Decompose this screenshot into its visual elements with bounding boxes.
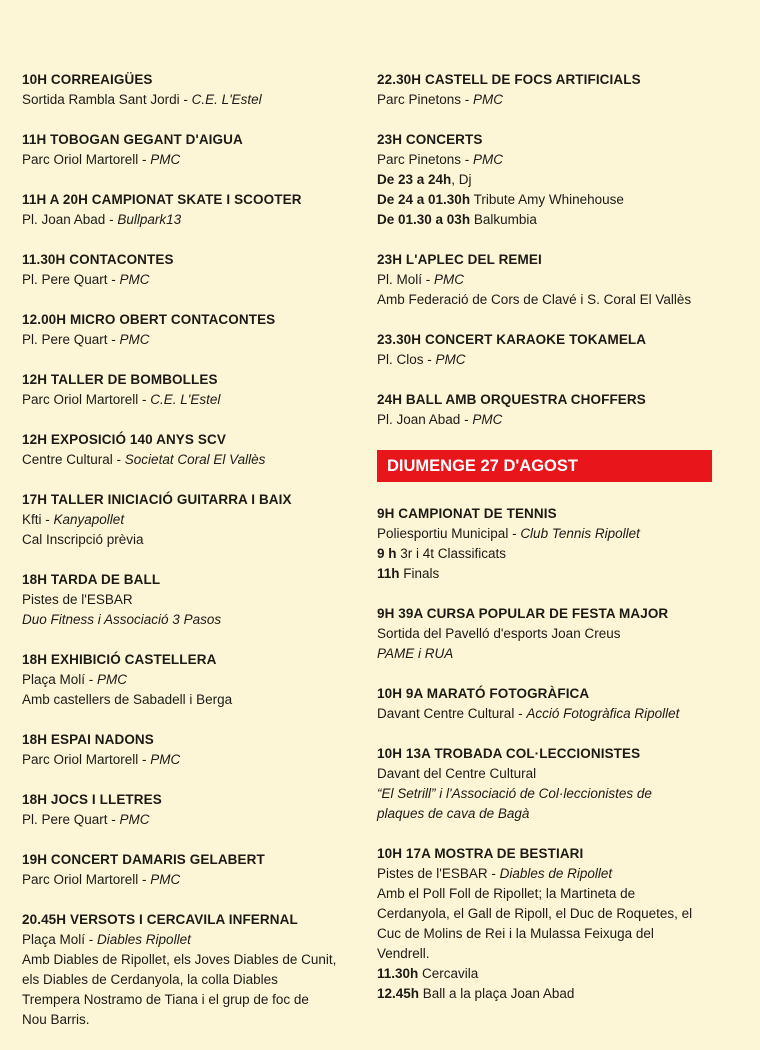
event-item (22, 130, 352, 170)
organizer-text: Club Tennis Ripollet (520, 526, 640, 541)
organizer-text: PMC (97, 672, 128, 687)
event-detail-line (377, 904, 722, 924)
event-detail-line (22, 670, 352, 690)
event-item (22, 250, 352, 290)
event-detail-line (377, 544, 722, 564)
detail-text: Nou Barris. (22, 1012, 90, 1027)
organizer-text: Diables Ripollet (97, 932, 191, 947)
event-detail-line (22, 810, 352, 830)
detail-text: Sortida Rambla Sant Jordi - (22, 92, 192, 107)
detail-text: Amb Diables de Ripollet, els Joves Diables de Cunit, (22, 952, 337, 967)
event-detail-line (22, 330, 352, 350)
time-label: 9 h (377, 546, 397, 561)
event-detail-line (22, 210, 352, 230)
time-label: De 24 a 01.30h (377, 192, 471, 207)
detail-text: Cuc de Molins de Rei i la Mulassa Feixuga del (377, 926, 654, 941)
event-detail-line (22, 610, 352, 630)
event-detail-line (377, 290, 722, 310)
detail-text: Amb Federació de Cors de Clavé i S. Coral El Vallès (377, 292, 692, 307)
organizer-text: Duo Fitness i Associació 3 Pasos (22, 612, 222, 627)
event-detail-line (22, 970, 352, 990)
event-item (22, 850, 352, 890)
event-title: 24H BALL AMB ORQUESTRA CHOFFERS (377, 392, 646, 407)
event-detail-line (377, 984, 722, 1004)
detail-text: Amb castellers de Sabadell i Berga (22, 692, 233, 707)
event-item (22, 790, 352, 830)
event-detail-line (22, 510, 352, 530)
event-detail-line (377, 410, 722, 430)
detail-text: Parc Pinetons - (377, 152, 474, 167)
day-banner: DIUMENGE 27 D'AGOST (377, 450, 712, 482)
detail-text: Amb el Poll Foll de Ripollet; la Martineta de (377, 886, 636, 901)
organizer-text: PMC (119, 272, 150, 287)
event-detail-line (377, 964, 722, 984)
event-title: 11H A 20H CAMPIONAT SKATE I SCOOTER (22, 192, 302, 207)
detail-text: Cal Inscripció prèvia (22, 532, 144, 547)
organizer-text: Societat Coral El Vallès (124, 452, 266, 467)
event-detail-line (377, 190, 722, 210)
event-detail-line (377, 210, 722, 230)
event-detail-line (377, 944, 722, 964)
organizer-text: PAME i RUA (377, 646, 454, 661)
detail-text: Pistes de l'ESBAR - (377, 866, 500, 881)
event-item (377, 744, 722, 824)
detail-text: Ball a la plaça Joan Abad (419, 986, 575, 1001)
right-column (377, 70, 722, 1024)
event-title: 9H 39A CURSA POPULAR DE FESTA MAJOR (377, 606, 669, 621)
event-item (22, 70, 352, 110)
organizer-text: PMC (150, 872, 181, 887)
detail-text: , Dj (451, 172, 472, 187)
detail-text: Davant del Centre Cultural (377, 766, 537, 781)
event-detail-line (22, 390, 352, 410)
event-title: 18H ESPAI NADONS (22, 732, 154, 747)
event-detail-line (377, 170, 722, 190)
detail-text: 3r i 4t Classificats (396, 546, 507, 561)
event-title: 11.30H CONTACONTES (22, 252, 174, 267)
detail-text: Plaça Molí - (22, 932, 98, 947)
event-detail-line (22, 930, 352, 950)
event-detail-line (377, 150, 722, 170)
event-title: 10H 9A MARATÓ FOTOGRÀFICA (377, 686, 590, 701)
event-title: 10H 13A TROBADA COL·LECCIONISTES (377, 746, 641, 761)
organizer-text: PMC (119, 812, 150, 827)
detail-text: Pl. Clos - (377, 352, 436, 367)
event-title: 9H CAMPIONAT DE TENNIS (377, 506, 557, 521)
detail-text: Pl. Joan Abad - (22, 212, 118, 227)
organizer-text: C.E. L'Estel (191, 92, 262, 107)
event-item (377, 330, 722, 370)
event-item (22, 570, 352, 630)
detail-text: Pl. Pere Quart - (22, 812, 120, 827)
event-title: 11H TOBOGAN GEGANT D'AIGUA (22, 132, 243, 147)
detail-text: Kfti - (22, 512, 54, 527)
event-item (22, 370, 352, 410)
event-title: 23H CONCERTS (377, 132, 483, 147)
event-item (22, 910, 352, 1030)
event-detail-line (377, 804, 722, 824)
event-detail-line (377, 270, 722, 290)
time-label: 11h (377, 566, 400, 581)
detail-text: Parc Oriol Martorell - (22, 152, 151, 167)
event-title: 19H CONCERT DAMARIS GELABERT (22, 852, 265, 867)
detail-text: Vendrell. (377, 946, 430, 961)
detail-text: Finals (399, 566, 440, 581)
event-detail-line (377, 90, 722, 110)
detail-text: Trempera Nostramo de Tiana i el grup de foc de (22, 992, 309, 1007)
detail-text: Poliesportiu Municipal - (377, 526, 521, 541)
detail-text: Balkumbia (470, 212, 537, 227)
event-detail-line (377, 924, 722, 944)
event-title: 18H JOCS I LLETRES (22, 792, 162, 807)
detail-text: Pistes de l'ESBAR (22, 592, 133, 607)
event-detail-line (377, 624, 722, 644)
event-detail-line (377, 644, 722, 664)
event-title: 18H EXHIBICIÓ CASTELLERA (22, 652, 217, 667)
time-label: De 01.30 a 03h (377, 212, 471, 227)
organizer-text: PMC (473, 92, 504, 107)
event-detail-line (22, 950, 352, 970)
organizer-text: Kanyapollet (53, 512, 125, 527)
event-detail-line (22, 750, 352, 770)
event-detail-line (22, 150, 352, 170)
event-item (377, 844, 722, 1004)
event-detail-line (22, 990, 352, 1010)
organizer-text: PMC (119, 332, 150, 347)
organizer-text: “El Setrill” i l'Associació de Col·leccionistes de (377, 786, 652, 801)
event-item (22, 190, 352, 230)
event-detail-line (377, 884, 722, 904)
event-detail-line (22, 870, 352, 890)
detail-text: Sortida del Pavelló d'esports Joan Creus (377, 626, 621, 641)
detail-text: Parc Oriol Martorell - (22, 872, 151, 887)
organizer-text: PMC (150, 152, 181, 167)
detail-text: Tribute Amy Whinehouse (470, 192, 624, 207)
event-detail-line (22, 450, 352, 470)
organizer-text: PMC (473, 152, 504, 167)
event-item (22, 310, 352, 350)
detail-text: els Diables de Cerdanyola, la colla Diables (22, 972, 278, 987)
detail-text: Pl. Molí - (377, 272, 435, 287)
left-column (22, 70, 352, 1050)
organizer-text: Diables de Ripollet (499, 866, 613, 881)
event-item (22, 490, 352, 550)
event-item (22, 650, 352, 710)
event-detail-line (377, 864, 722, 884)
detail-text: Plaça Molí - (22, 672, 98, 687)
event-detail-line (22, 90, 352, 110)
organizer-text: C.E. L'Estel (150, 392, 221, 407)
event-detail-line (22, 270, 352, 290)
event-detail-line (377, 350, 722, 370)
event-title: 22.30H CASTELL DE FOCS ARTIFICIALS (377, 72, 641, 87)
event-item (22, 730, 352, 770)
event-title: 10H 17A MOSTRA DE BESTIARI (377, 846, 584, 861)
event-detail-line (22, 590, 352, 610)
organizer-text: PMC (434, 272, 465, 287)
organizer-text: PMC (435, 352, 466, 367)
event-item (377, 250, 722, 310)
event-title: 18H TARDA DE BALL (22, 572, 161, 587)
event-title: 23.30H CONCERT KARAOKE TOKAMELA (377, 332, 647, 347)
detail-text: Cercavila (418, 966, 479, 981)
event-item (377, 70, 722, 110)
time-label: De 23 a 24h (377, 172, 452, 187)
event-detail-line (377, 524, 722, 544)
detail-text: Parc Oriol Martorell - (22, 392, 151, 407)
event-detail-line (22, 690, 352, 710)
event-title: 17H TALLER INICIACIÓ GUITARRA I BAIX (22, 492, 292, 507)
event-item (377, 504, 722, 584)
event-detail-line (377, 564, 722, 584)
event-item (377, 604, 722, 664)
event-item (377, 684, 722, 724)
event-title: 12.00H MICRO OBERT CONTACONTES (22, 312, 276, 327)
organizer-text: PMC (472, 412, 503, 427)
detail-text: Cerdanyola, el Gall de Ripoll, el Duc de Roquetes, el (377, 906, 693, 921)
detail-text: Parc Oriol Martorell - (22, 752, 151, 767)
detail-text: Pl. Pere Quart - (22, 332, 120, 347)
time-label: 12.45h (377, 986, 420, 1001)
event-detail-line (377, 764, 722, 784)
event-title: 12H TALLER DE BOMBOLLES (22, 372, 218, 387)
organizer-text: PMC (150, 752, 181, 767)
time-label: 11.30h (377, 966, 419, 981)
detail-text: Davant Centre Cultural - (377, 706, 527, 721)
event-detail-line (377, 704, 722, 724)
right-column-sunday (377, 504, 722, 1004)
event-title: 12H EXPOSICIÓ 140 ANYS SCV (22, 432, 226, 447)
organizer-text: Bullpark13 (117, 212, 182, 227)
detail-text: Parc Pinetons - (377, 92, 474, 107)
detail-text: Pl. Joan Abad - (377, 412, 473, 427)
event-title: 23H L'APLEC DEL REMEI (377, 252, 542, 267)
event-item (377, 130, 722, 230)
event-item (377, 390, 722, 430)
detail-text: Pl. Pere Quart - (22, 272, 120, 287)
organizer-text: Acció Fotogràfica Ripollet (526, 706, 680, 721)
event-title: 20.45H VERSOTS I CERCAVILA INFERNAL (22, 912, 298, 927)
event-detail-line (22, 1010, 352, 1030)
event-detail-line (377, 784, 722, 804)
event-title: 10H CORREAIGÜES (22, 72, 153, 87)
right-column-saturday (377, 70, 722, 430)
event-item (22, 430, 352, 470)
organizer-text: plaques de cava de Bagà (377, 806, 530, 821)
detail-text: Centre Cultural - (22, 452, 125, 467)
event-detail-line (22, 530, 352, 550)
